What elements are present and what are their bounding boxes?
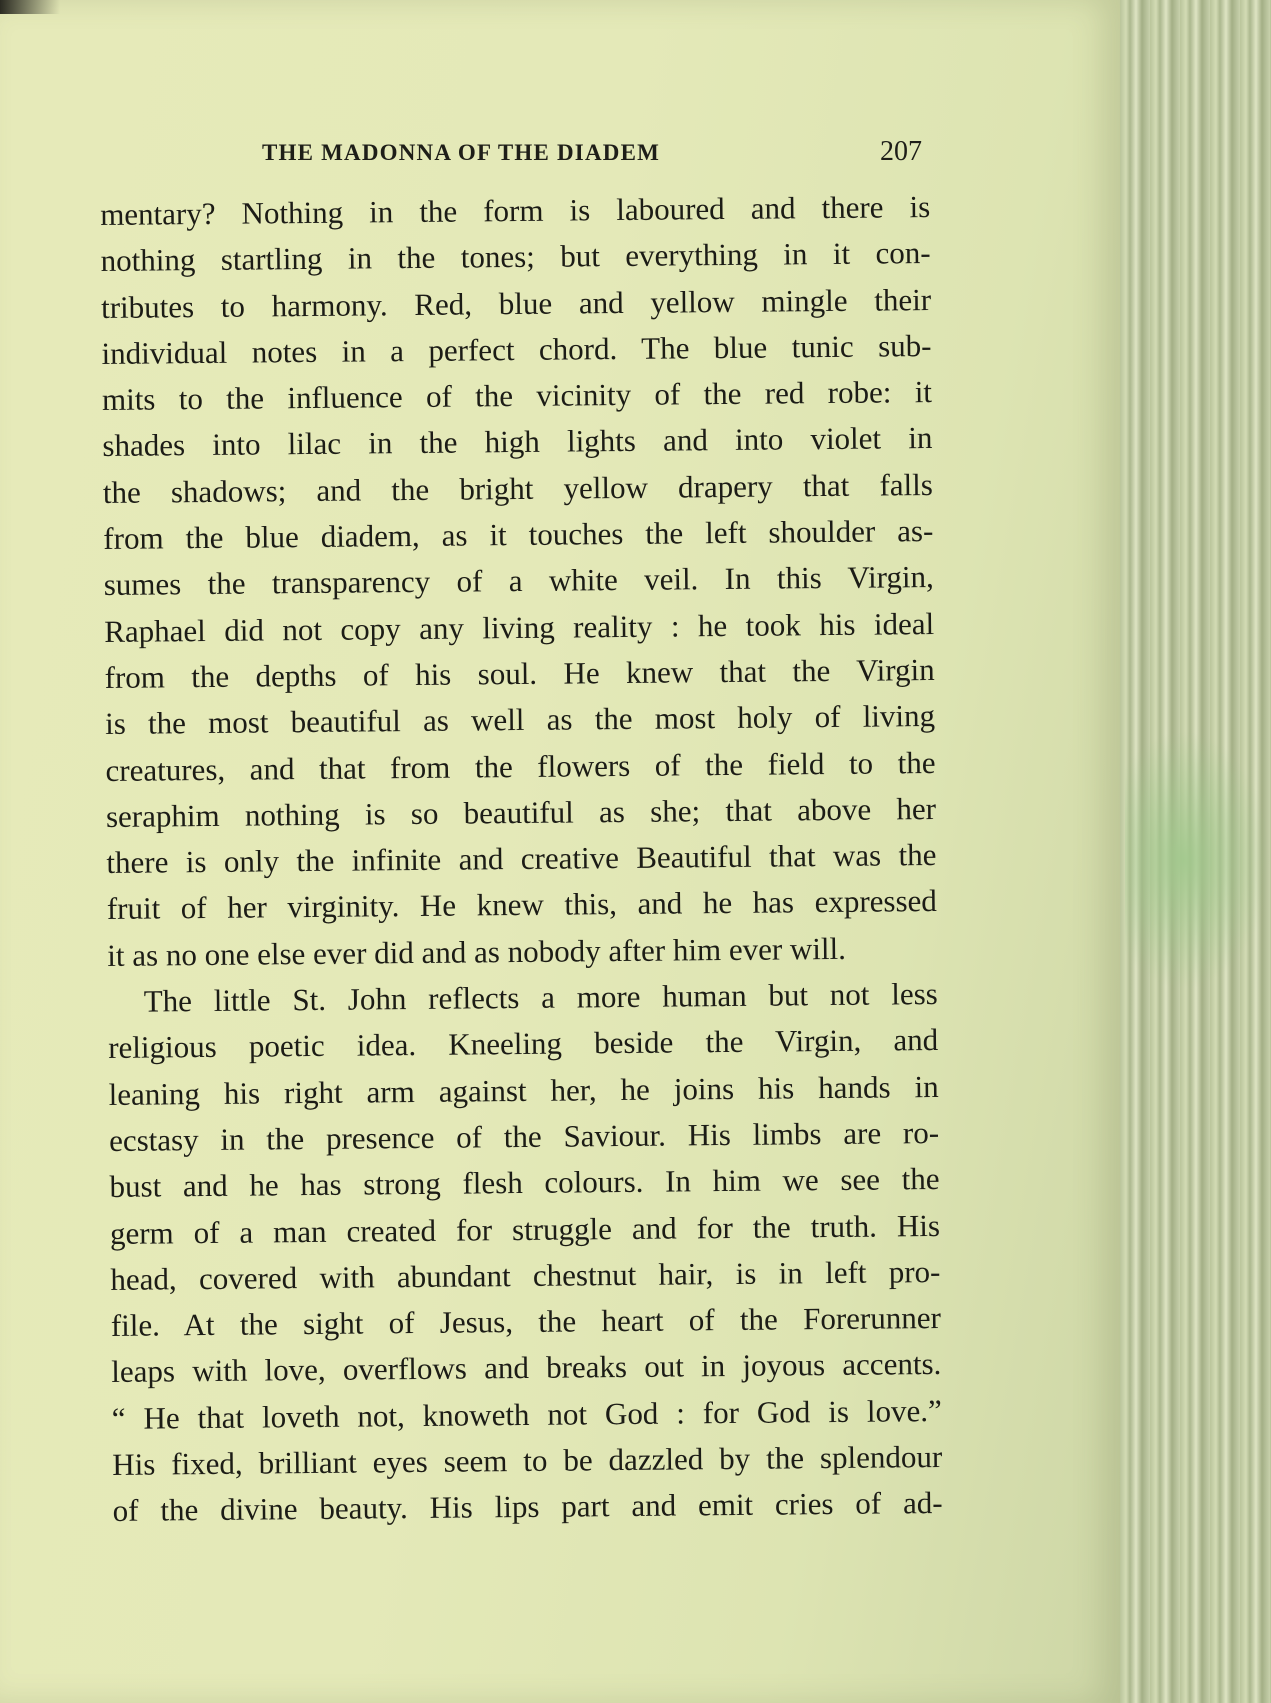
text-line: head, covered with abundant chestnut hair, is in left pro- bbox=[110, 1253, 941, 1297]
text-line: mits to the influence of the vicinity of the red robe: it bbox=[101, 374, 933, 418]
text-line: religious poetic idea. Kneeling beside the Virgin, and bbox=[108, 1022, 939, 1066]
text-line: shades into lilac in the high lights and into violet in bbox=[102, 420, 933, 464]
text-line: tributes to harmony. Red, blue and yellow mingle their bbox=[100, 281, 932, 325]
text-line: ecstasy in the presence of the Saviour. His limbs are ro- bbox=[108, 1114, 940, 1158]
text-line: nothing startling in the tones; but everything in it con- bbox=[100, 235, 931, 279]
text-line: there is only the infinite and creative Beautiful that was the bbox=[106, 837, 937, 881]
text-line: from the blue diadem, as it touches the left shoulder as- bbox=[103, 513, 934, 557]
text-line: mentary? Nothing in the form is laboured and there is bbox=[100, 189, 931, 232]
text-line: “ He that loveth not, knoweth not God : for God is love.” bbox=[111, 1392, 942, 1436]
running-title: THE MADONNA OF THE DIADEM bbox=[262, 140, 661, 165]
text-line: the shadows; and the bright yellow drapery that falls bbox=[102, 466, 934, 510]
text-line: individual notes in a perfect chord. The blue tunic sub- bbox=[101, 327, 932, 371]
text-line: germ of a man created for struggle and for the truth. His bbox=[109, 1207, 941, 1251]
text-line: His fixed, brilliant eyes seem to be dazzled by the splendour bbox=[112, 1438, 943, 1482]
text-line: is the most beautiful as well as the most holy of living bbox=[104, 698, 936, 742]
fore-edge-highlight bbox=[1125, 730, 1271, 990]
text-line: bust and he has strong flesh colours. In him we see the bbox=[109, 1161, 940, 1205]
text-line: creatures, and that from the flowers of the field to the bbox=[105, 744, 936, 788]
text-line: seraphim nothing is so beautiful as she; that above her bbox=[105, 790, 937, 834]
scan-shadow bbox=[0, 0, 60, 14]
text-line: fruit of her virginity. He knew this, and he has expressed bbox=[106, 883, 938, 927]
text-line: Raphael did not copy any living reality : he took his ideal bbox=[104, 605, 935, 649]
text-line: from the depths of his soul. He knew that the Virgin bbox=[104, 651, 935, 695]
text-line: The little St. John reflects a more human but not less bbox=[143, 976, 938, 1019]
text-line: leaning his right arm against her, he joins his hands in bbox=[108, 1068, 939, 1112]
page-header bbox=[262, 136, 922, 176]
text-line: leaps with love, overflows and breaks out in joyous accents. bbox=[111, 1346, 942, 1390]
page-number: 207 bbox=[880, 136, 922, 167]
text-line: file. At the sight of Jesus, the heart of the Forerunner bbox=[110, 1300, 942, 1344]
text-line: it as no one else ever did and as nobody after him ever will. bbox=[107, 930, 847, 973]
text-line: of the divine beauty. His lips part and emit cries of ad- bbox=[112, 1485, 943, 1529]
body-text bbox=[100, 184, 953, 1535]
text-line: sumes the transparency of a white veil. In this Virgin, bbox=[103, 559, 934, 603]
